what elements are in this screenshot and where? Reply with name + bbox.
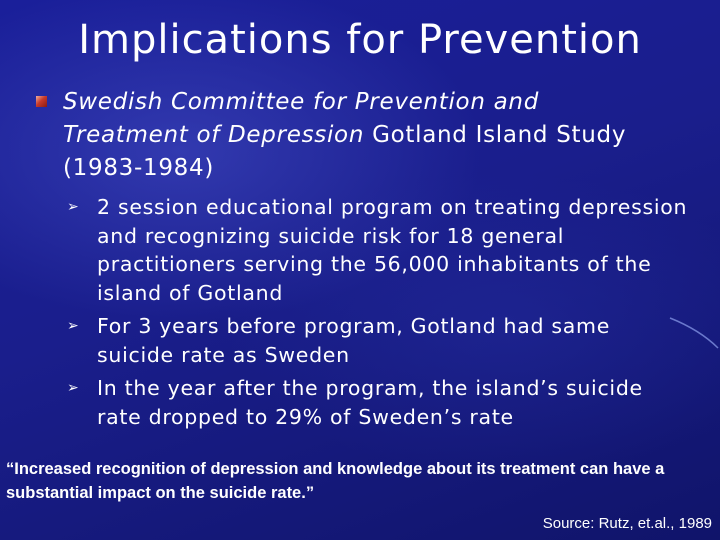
sub-bullet-text: For 3 years before program, Gotland had same suicide rate as Sweden xyxy=(97,314,611,367)
sub-bullet-item xyxy=(64,312,694,369)
red-square-bullet-icon xyxy=(36,96,47,107)
sub-bullet-text: 2 session educational program on treating depression and recognizing suicide risk for 18 general practitioners serving the 56,000 inhabitants of the island of Gotland xyxy=(97,195,688,305)
sub-bullet-item xyxy=(64,193,694,307)
sub-bullet-text: In the year after the program, the island’s suicide rate dropped to 29% of Sweden’s rate xyxy=(97,376,643,429)
source-citation: Source: Rutz, et.al., 1989 xyxy=(542,515,712,532)
sub-bullet-item xyxy=(64,374,694,431)
main-bullet xyxy=(36,86,656,185)
arrowhead-bullet-icon: ➢ xyxy=(67,199,80,215)
quote-text: “Increased recognition of depression and knowledge about its treatment can have a substantial impact on the suicide rate.” xyxy=(6,460,665,502)
slide-title: Implications for Prevention xyxy=(78,17,642,63)
main-bullet-text xyxy=(63,86,656,185)
study-name: Gotland Island Study (1983-1984) xyxy=(63,122,627,181)
sub-bullet-list xyxy=(64,193,694,436)
arrowhead-bullet-icon: ➢ xyxy=(67,380,80,396)
committee-name: Swedish Committee for Prevention and Treatment of Depression xyxy=(63,89,539,148)
arrowhead-bullet-icon: ➢ xyxy=(67,318,80,334)
